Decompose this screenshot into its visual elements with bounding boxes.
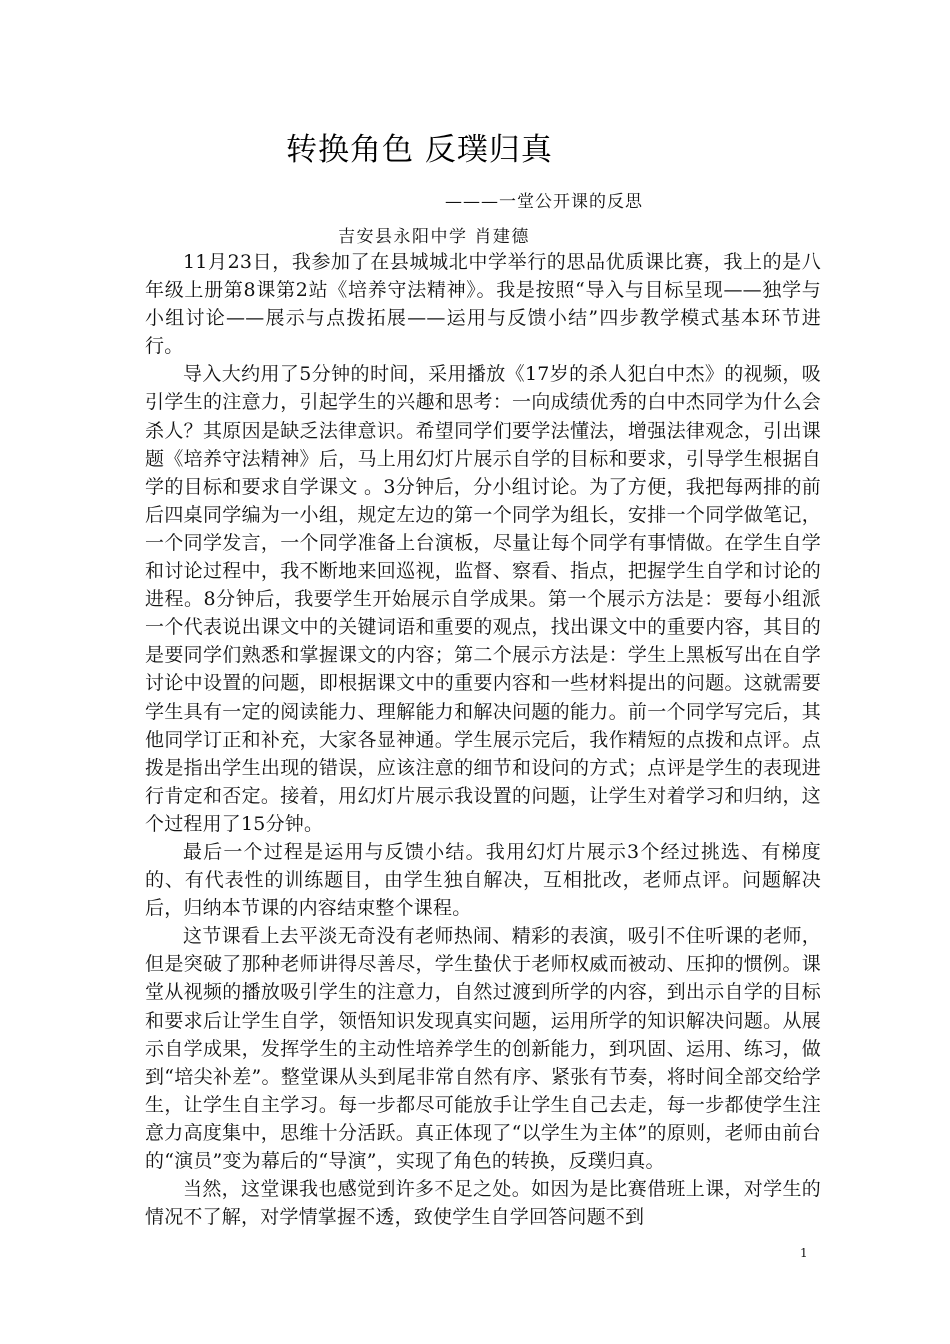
paragraph-4: 这节课看上去平淡无奇没有老师热闹、精彩的表演，吸引不住听课的老师，但是突破了那种老师讲得尽善尽，学生蛰伏于老师权威而被动、压抑的惯例。课堂从视频的播放吸引学生的注意力，自然过渡到所学的内容，到出示自学的目标和要求后让学生自学，领悟知识发现真实问题，运用所学的知识解决问题。从展示自学成果，发挥学生的主动性培养学生的创新能力，到巩固、运用、练习，做到“培尖补差”。整堂课从头到尾非常自然有序、紧张有节奏，将时间全部交给学生，让学生自主学习。每一步都尽可能放手让学生自己去走，每一步都使学生注意力高度集中，思维十分活跃。真正体现了“以学生为主体”的原则，老师由前台的“演员”变为幕后的“导演”，实现了角色的转换，反璞归真。 (145, 925, 821, 1172)
paragraph-1: 11月23日，我参加了在县城城北中学举行的思品优质课比赛，我上的是八年级上册第8课第2站《培养守法精神》。我是按照“导入与目标呈现——独学与小组讨论——展示与点拨拓展——运用与反馈小结”四步教学模式基本环节进行。 (145, 251, 821, 358)
paragraph-5: 当然，这堂课我也感觉到许多不足之处。如因为是比赛借班上课，对学生的情况不了解，对学情掌握不透，致使学生自学回答问题不到 (145, 1178, 821, 1229)
body-text (145, 248, 821, 1231)
author-line: 吉安县永阳中学 肖建德 (338, 227, 530, 247)
page-title: 转换角色 反璞归真 (286, 132, 553, 168)
paragraph-2: 导入大约用了5分钟的时间，采用播放《17岁的杀人犯白中杰》的视频，吸引学生的注意力，引起学生的兴趣和思考：一向成绩优秀的白中杰同学为什么会杀人？其原因是缺乏法律意识。希望同学们要学法懂法，增强法律观念，引出课题《培养守法精神》后，马上用幻灯片展示自学的目标和要求，引导学生根据自学的目标和要求自学课文 。3分钟后，分小组讨论。为了方便，我把每两排的前后四桌同学编为一小组，规定左边的第一个同学为组长，安排一个同学做笔记，一个同学发言，一个同学准备上台演板，尽量让每个同学有事情做。在学生自学和讨论过程中，我不断地来回巡视，监督、察看、指点，把握学生自学和讨论的进程。8分钟后，我要学生开始展示自学成果。第一个展示方法是：要每小组派一个代表说出课文中的关键词语和重要的观点，找出课文中的重要内容，其目的是要同学们熟悉和掌握课文的内容；第二个展示方法是：学生上黑板写出在自学讨论中设置的问题，即根据课文中的重要内容和一些材料提出的问题。这就需要学生具有一定的阅读能力、理解能力和解决问题的能力。前一个同学写完后，其他同学订正和补充，大家各显神通。学生展示完后，我作精短的点拨和点评。点拨是指出学生出现的错误，应该注意的细节和设问的方式；点评是学生的表现进行肯定和否定。接着，用幻灯片展示我设置的问题，让学生对着学习和归纳，这个过程用了15分钟。 (145, 363, 821, 835)
paragraph-3: 最后一个过程是运用与反馈小结。我用幻灯片展示3个经过挑选、有梯度的、有代表性的训练题目，由学生独自解决，互相批改，老师点评。问题解决后，归纳本节课的内容结束整个课程。 (145, 840, 821, 920)
page-subtitle: ———一堂公开课的反思 (445, 192, 643, 212)
page-number: 1 (800, 1246, 808, 1260)
